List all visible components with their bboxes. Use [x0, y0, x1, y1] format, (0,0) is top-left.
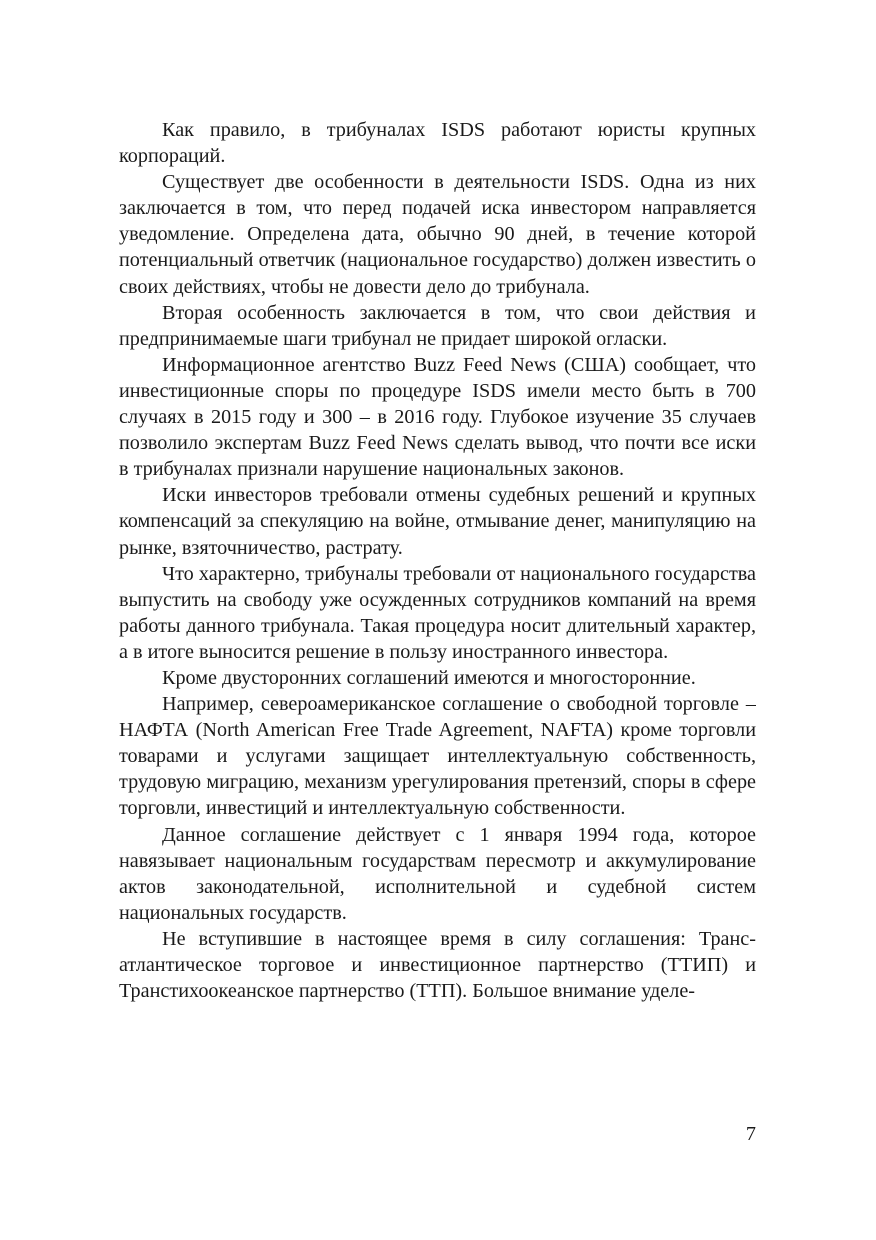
document-page [119, 117, 756, 1147]
paragraph-multilateral: Кроме двусторонних соглашений имеются и многосторонние. [162, 666, 696, 689]
paragraph-second-feature: Вторая особенность заключается в том, что свои действия и предпринимаемые шаги трибунал не придает широкой огласки. [119, 301, 756, 350]
paragraph-isds-lawyers: Как правило, в трибуналах ISDS работают юристы крупных корпораций. [119, 119, 756, 168]
paragraph-isds-features: Существует две особенности в деятельности ISDS. Одна из них заключается в том, что перед подачей иска инвестором направляется уведомление. Определена дата, обычно 90 дней, в течение которой потенциальный ответчик (национальное государство) должен известить о своих действиях, чтобы не довести дело до трибунала. [119, 171, 756, 298]
paragraph-nafta: Например, североамериканское соглашение о свободной торговле – НАФТА (North American Free Trade Agreement, NAFTA) кроме торговли товарами и услугами защищает интеллектуальную собственность, трудовую миграцию, механизм урегулирования претензий, споры в сфере торговли, инвестиций и интеллектуальную собственности. [119, 693, 756, 820]
body-text [119, 117, 756, 1127]
paragraph-ttip-ttp: Не вступившие в настоящее время в силу соглашения: Трансатлантическое торговое и инвестиционное партнерство (ТТИП) и Транстихоокеанское партнерство (ТТП). Большое внимание уделе- [119, 927, 756, 1003]
paragraph-buzzfeed-news: Информационное агентство Buzz Feed News (США) сообщает, что инвестиционные споры по процедуре ISDS имели место быть в 700 случаях в 2015 году и 300 – в 2016 году. Глубокое изучение 35 случаев позволило экспертам Buzz Feed News сделать вывод, что почти все иски в трибуналах признали нарушение национальных законов. [119, 353, 756, 481]
page-number: 7 [745, 1123, 756, 1145]
paragraph-investor-claims: Иски инвесторов требовали отмены судебных решений и крупных компенсаций за спекуляцию на войне, отмывание денег, манипуляцию на рынке, взяточничество, растрату. [119, 484, 756, 559]
paragraph-tribunal-demands: Что характерно, трибуналы требовали от национального государства выпустить на свободу уже осужденных сотрудников компаний на время работы данного трибунала. Такая процедура носит длительный характер, а в итоге выносится решение в пользу иностранного инвестора. [119, 562, 756, 663]
paragraph-nafta-date: Данное соглашение действует с 1 января 1994 года, которое навязывает национальным государствам пересмотр и аккумулирование актов законодательной, исполнительной и судебной систем национальных государств. [119, 823, 756, 924]
